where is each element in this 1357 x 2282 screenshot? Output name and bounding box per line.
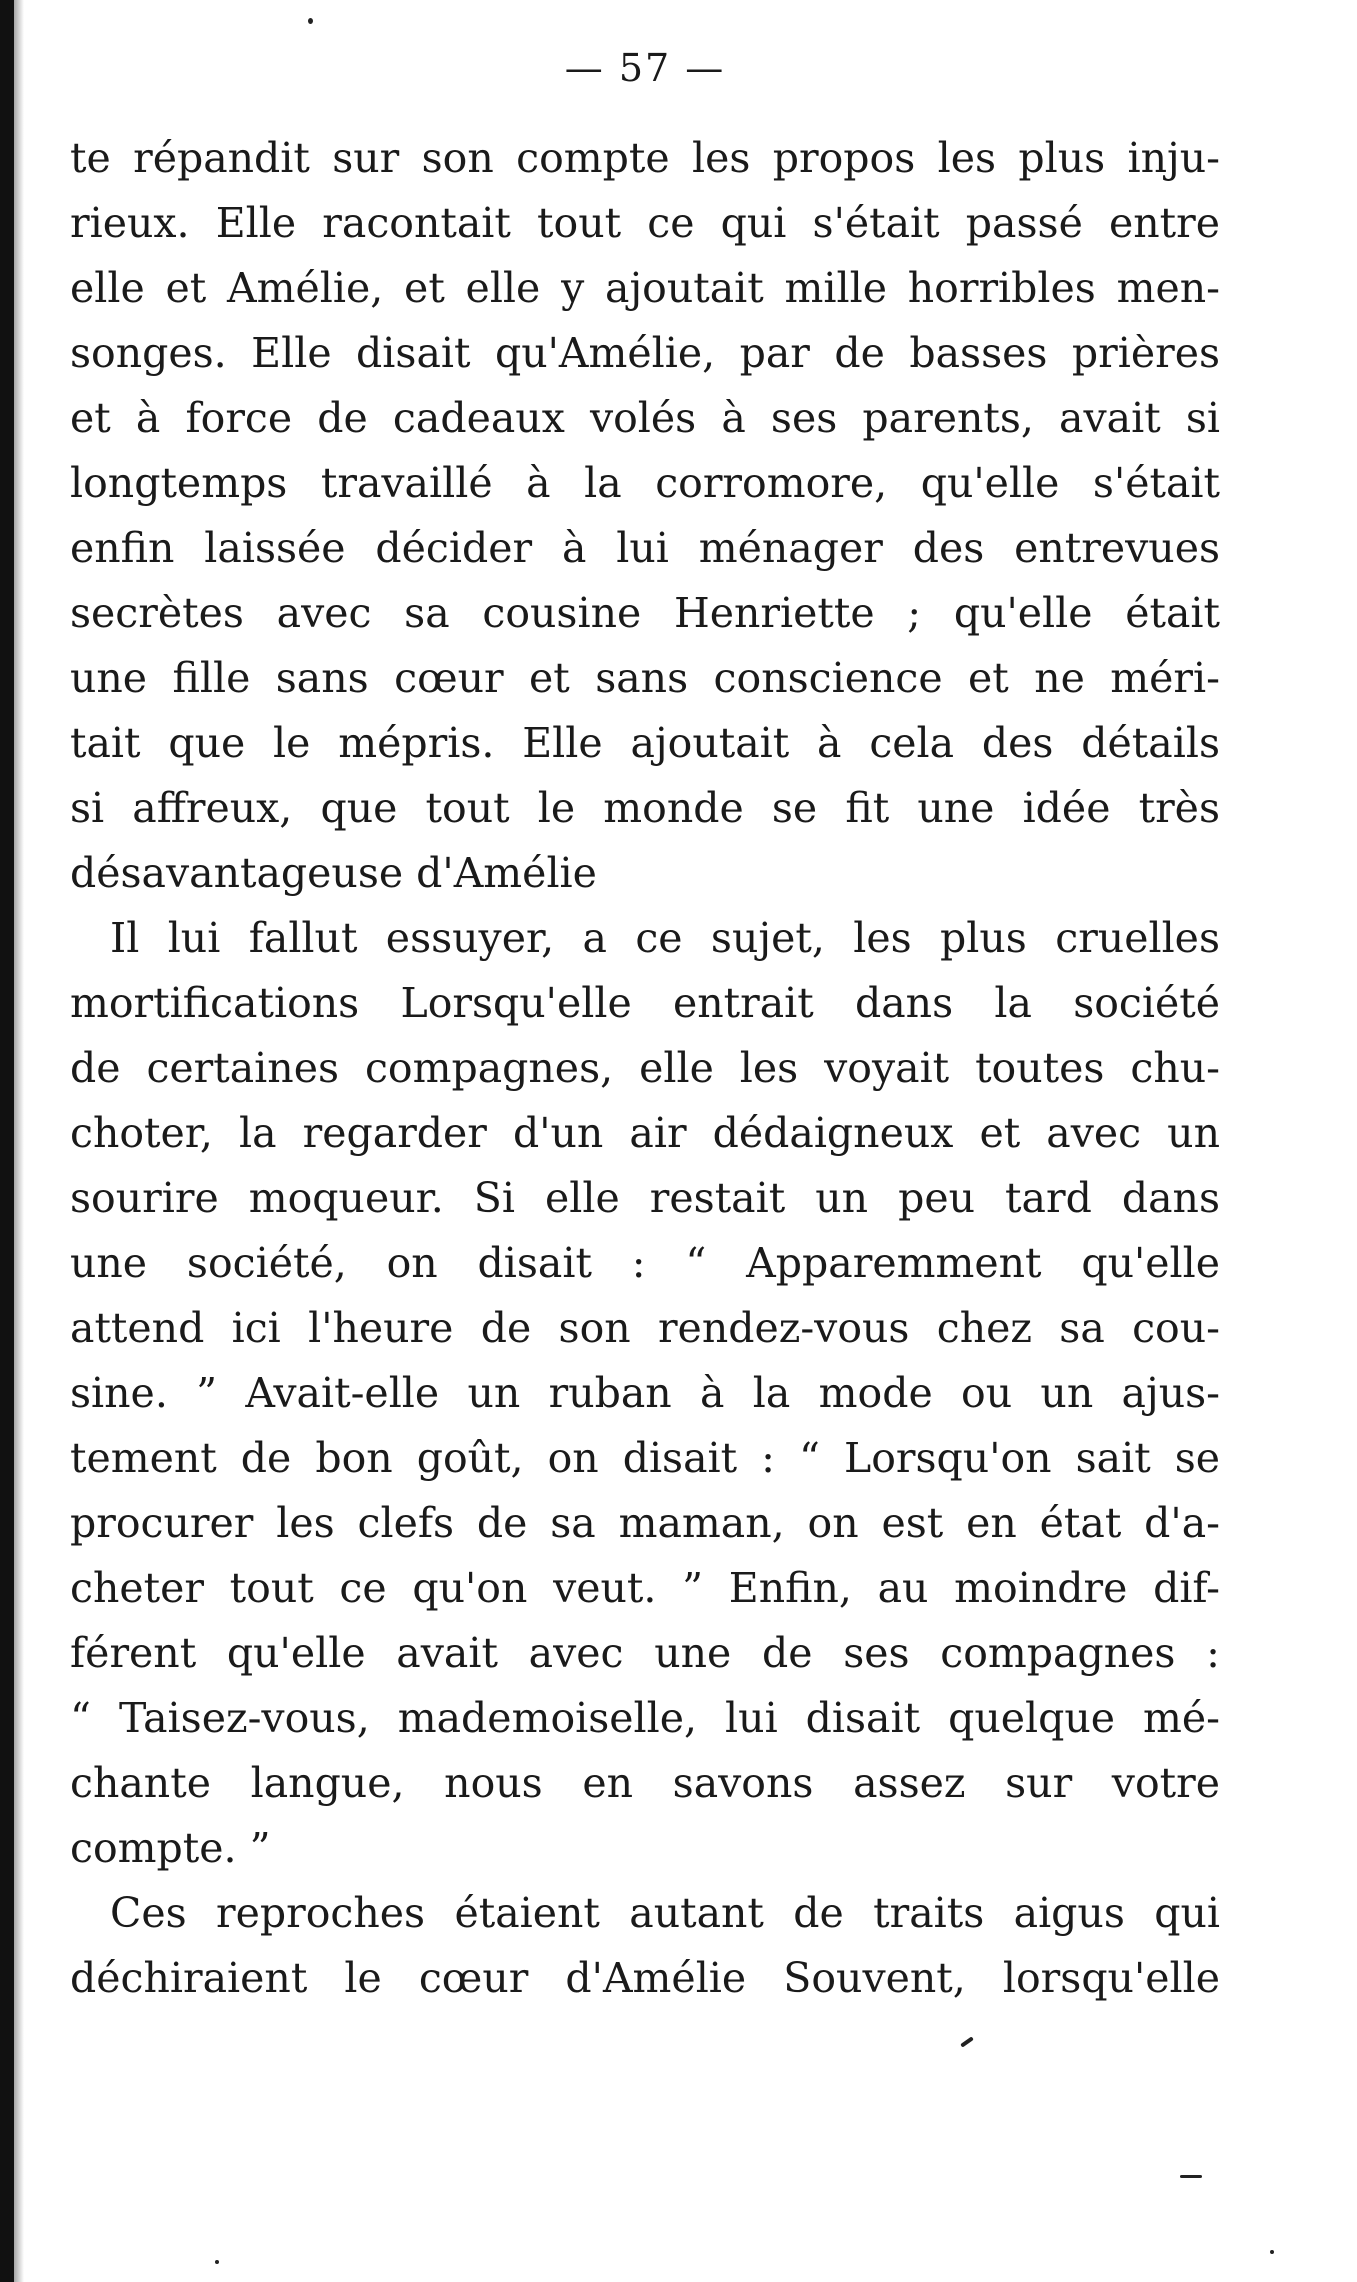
text-line: une société, on disait : “ Apparemment qu'elle <box>70 1239 1220 1287</box>
text-line: et à force de cadeaux volés à ses parents, avait si <box>70 394 1220 442</box>
text-line: procurer les clefs de sa maman, on est en état d'a- <box>70 1499 1220 1547</box>
text-line: déchiraient le cœur d'Amélie Souvent, lorsqu'elle <box>70 1954 1220 2002</box>
scan-speck <box>215 2260 219 2264</box>
text-line: choter, la regarder d'un air dédaigneux et avec un <box>70 1109 1220 1157</box>
text-line: rieux. Elle racontait tout ce qui s'était passé entre <box>70 199 1220 247</box>
text-line: secrètes avec sa cousine Henriette ; qu'elle était <box>70 589 1220 637</box>
text-line: attend ici l'heure de son rendez-vous chez sa cou- <box>70 1304 1220 1352</box>
scan-speck <box>960 2036 974 2047</box>
text-line: tait que le mépris. Elle ajoutait à cela des détails <box>70 719 1220 767</box>
text-line: compte. ” <box>70 1824 271 1872</box>
text-line: “ Taisez-vous, mademoiselle, lui disait quelque mé- <box>70 1694 1220 1742</box>
text-line: mortifications Lorsqu'elle entrait dans la société <box>70 979 1220 1027</box>
text-line: songes. Elle disait qu'Amélie, par de basses prières <box>70 329 1220 377</box>
text-line: sine. ” Avait-elle un ruban à la mode ou un ajus- <box>70 1369 1220 1417</box>
book-binding-edge <box>0 0 14 2282</box>
text-line: tement de bon goût, on disait : “ Lorsqu'on sait se <box>70 1434 1220 1482</box>
text-line: cheter tout ce qu'on veut. ” Enfin, au moindre dif- <box>70 1564 1220 1612</box>
text-line: Il lui fallut essuyer, a ce sujet, les plus cruelles <box>110 914 1220 962</box>
text-line: désavantageuse d'Amélie <box>70 849 597 897</box>
text-line: enfin laissée décider à lui ménager des entrevues <box>70 524 1220 572</box>
book-page <box>70 40 1220 2011</box>
page-number: — 57 — <box>564 46 726 90</box>
text-line: te répandit sur son compte les propos les plus inju- <box>70 134 1220 182</box>
text-line: chante langue, nous en savons assez sur votre <box>70 1759 1220 1807</box>
text-line: si affreux, que tout le monde se fit une idée très <box>70 784 1220 832</box>
scan-speck <box>1270 2250 1274 2254</box>
text-line: de certaines compagnes, elle les voyait toutes chu- <box>70 1044 1220 1092</box>
text-line: férent qu'elle avait avec une de ses compagnes : <box>70 1629 1220 1677</box>
binding-shadow <box>14 0 24 2282</box>
text-line: elle et Amélie, et elle y ajoutait mille horribles men- <box>70 264 1220 312</box>
text-line: sourire moqueur. Si elle restait un peu tard dans <box>70 1174 1220 1222</box>
text-line: Ces reproches étaient autant de traits aigus qui <box>110 1889 1220 1937</box>
text-line: longtemps travaillé à la corromore, qu'elle s'était <box>70 459 1220 507</box>
scan-speck <box>1180 2175 1202 2178</box>
scan-speck <box>308 18 313 24</box>
text-line: une fille sans cœur et sans conscience et ne méri- <box>70 654 1220 702</box>
